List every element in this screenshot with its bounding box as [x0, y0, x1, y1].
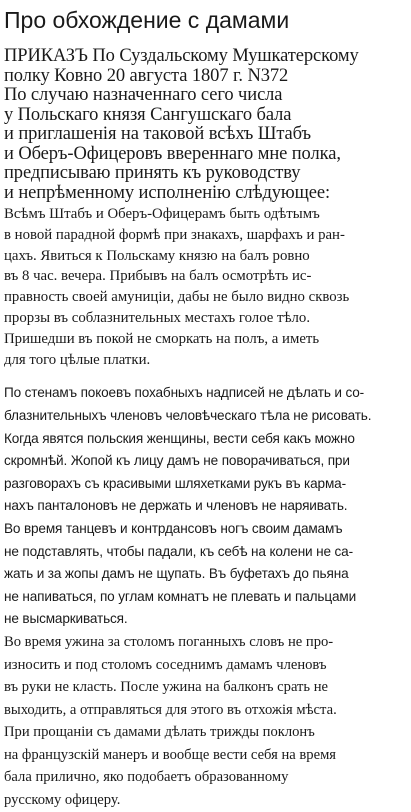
body-line: не напиваться, по углам комнатъ не плевать и пальцами — [4, 588, 357, 604]
body-line: не высмаркиваться. — [4, 611, 128, 627]
body-line: выходить, а отправляться для этого въ отхожія мѣста. — [4, 701, 337, 718]
order-heading — [4, 47, 405, 203]
body-line: прорзы въ соблазнительных местахъ голое тѣло. — [4, 309, 311, 326]
body-line: По стенамъ покоевъ похабныхъ надписей не дѣлать и со- — [4, 385, 365, 401]
body-line: блазнительныхъ членовъ человѣческаго тѣла не рисовать. — [4, 407, 372, 423]
body-line: не подставлять, чтобы падали, къ себѣ на колени не са- — [4, 543, 353, 559]
heading-line: предписываю принять къ руководству — [4, 163, 301, 183]
order-paragraph-1 — [4, 204, 405, 370]
heading-line: По случаю назначеннаго сего числа — [4, 85, 283, 105]
body-line: При прощаніи съ дамами дѣлать трижды поклонъ — [4, 724, 315, 741]
body-line: разговорахъ съ красивыми шляхетками рукъ въ карма- — [4, 475, 346, 491]
body-line: износить и под столомъ соседнимъ дамамъ членовъ — [4, 656, 327, 673]
body-line: въ руки не класть. После ужина на балконъ срать не — [4, 679, 329, 696]
body-line: русскому офицеру. — [4, 792, 121, 809]
heading-line: у Польскаго князя Сангушскаго бала — [4, 104, 292, 125]
heading-line: и приглашенія на таковой всѣхъ Штабъ — [4, 124, 311, 144]
body-line: Всѣмъ Штабъ и Оберъ-Офицерамъ быть одѣтымъ — [4, 206, 320, 222]
body-line: Когда явятся польския женщины, вести себя какъ можно — [4, 430, 355, 446]
body-line: для того цѣлые платки. — [4, 351, 151, 368]
body-line: жать и за жопы дамъ не щупать. Въ буфетахъ до пьяна — [4, 566, 349, 582]
heading-line: ПРИКАЗЪ По Суздальскому Мушкатерскому — [4, 46, 359, 66]
body-line: цахъ. Явиться к Польскаму князю на балъ ровно — [4, 247, 310, 264]
heading-line: полку Ковно 20 августа 1807 г. N372 — [4, 65, 289, 86]
heading-line: и Оберъ-Офицеровъ ввереннаго мне полка, — [4, 143, 341, 164]
heading-line: и непрѣменному исполненію слѣдующее: — [4, 182, 331, 203]
order-paragraph-2 — [4, 382, 405, 631]
page-title: Про обхождение с дамами — [4, 7, 290, 33]
body-line: бала прилично, яко подобаетъ образованному — [4, 769, 289, 786]
body-line: Во время ужина за столомъ поганныхъ словъ не про- — [4, 633, 334, 650]
body-line: правность своей амуниціи, дабы не было видно сквозь — [4, 289, 350, 306]
body-line: Во время танцевъ и контрдансовъ ногъ своим дамамъ — [4, 520, 343, 536]
body-line: въ 8 час. вечера. Прибывъ на балъ осмотрѣть ис- — [4, 268, 312, 285]
body-line: в новой парадной формѣ при знакахъ, шарфахъ и ран- — [4, 226, 345, 243]
order-paragraph-3 — [4, 631, 405, 812]
body-line: на французскій манеръ и вообще вести себя на время — [4, 746, 337, 763]
body-line: нахъ панталоновъ не держать и членовъ не наряивать. — [4, 498, 348, 514]
body-line: Пришедши въ покой не сморкать на полъ, а иметь — [4, 330, 320, 347]
body-line: скромнѣй. Жопой къ лицу дамъ не поворачиваться, при — [4, 453, 350, 469]
